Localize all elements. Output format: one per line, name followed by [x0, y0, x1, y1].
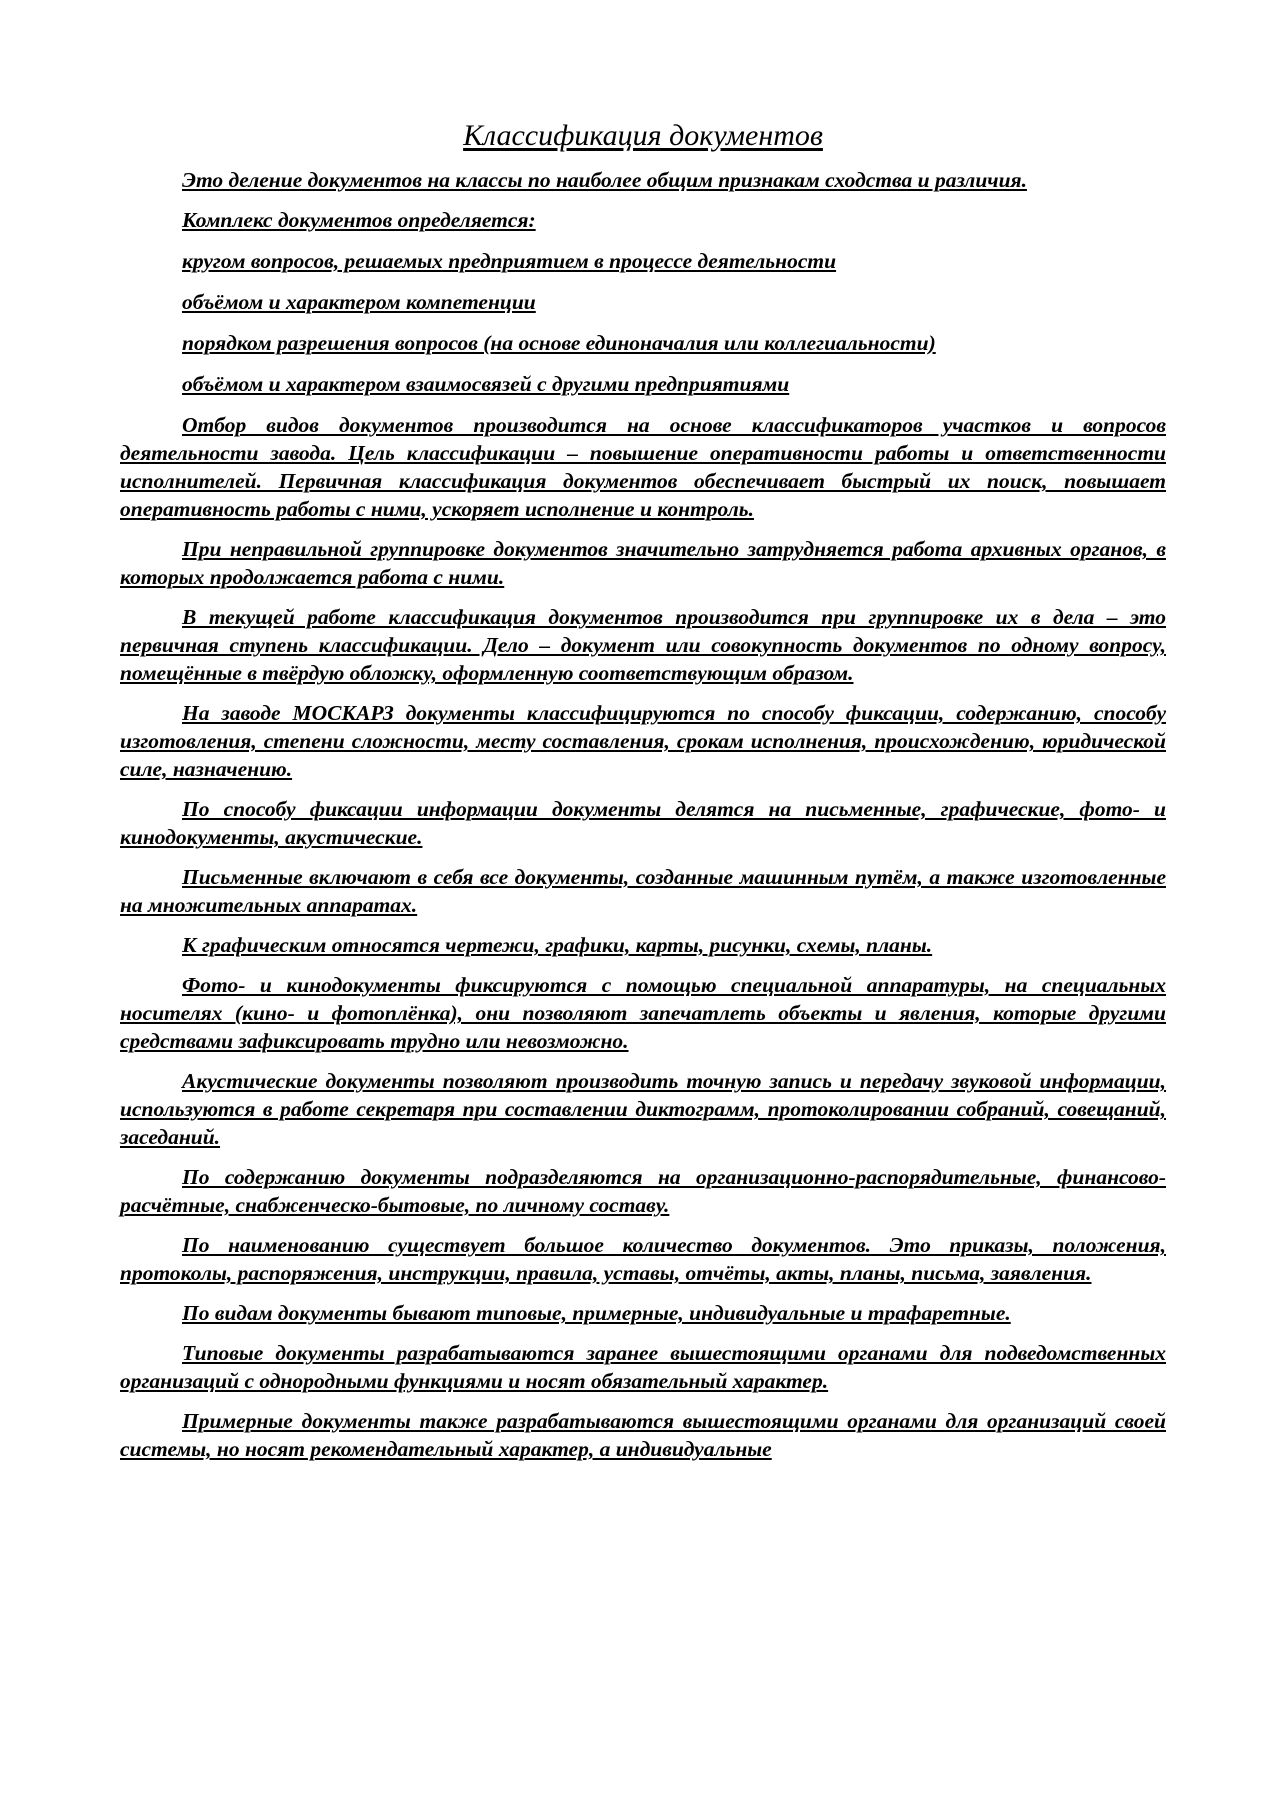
paragraph-naming: По наименованию существует большое количество документов. Это приказы, положения, протоколы, распоряжения, инструкции, правила, уставы, отчёты, акты, планы, письма, заявления.	[120, 1233, 1166, 1285]
paragraph-content: По содержанию документы подразделяются на организационно-распорядительные, финансово-расчётные, снабженческо-бытовые, по личному составу.	[120, 1165, 1166, 1217]
paragraph-photo-film: Фото- и кинодокументы фиксируются с помощью специальной аппаратуры, на специальных носителях (кино- и фотоплёнка), они позволяют запечатлеть объекты и явления, которые другими средствами зафиксировать трудно или невозможно.	[120, 973, 1166, 1053]
paragraph-fixation: По способу фиксации информации документы делятся на письменные, графические, фото- и кинодокументы, акустические.	[120, 797, 1166, 849]
list-item-resolution-order: порядком разрешения вопросов (на основе единоначалия или коллегиальности)	[182, 331, 936, 355]
list-item-questions: кругом вопросов, решаемых предприятием в процессе деятельности	[182, 249, 837, 273]
paragraph-moskarz: На заводе МОСКАРЗ документы классифицируются по способу фиксации, содержанию, способу изготовления, степени сложности, месту составления, срокам исполнения, происхождению, юридической силе, назначению.	[120, 701, 1166, 781]
paragraph-types: По видам документы бывают типовые, примерные, индивидуальные и трафаретные.	[182, 1301, 1011, 1325]
paragraph-definition: Это деление документов на классы по наиболее общим признакам сходства и различия.	[182, 168, 1027, 192]
list-item-relationships: объёмом и характером взаимосвязей с другими предприятиями	[182, 372, 790, 396]
document-page	[120, 118, 1166, 1475]
paragraph-sample: Примерные документы также разрабатываются вышестоящими органами для организаций своей системы, но носят рекомендательный характер, а индивидуальные	[120, 1409, 1166, 1461]
paragraph-acoustic: Акустические документы позволяют производить точную запись и передачу звуковой информации, используются в работе секретаря при составлении диктограмм, протоколировании собраний, совещаний, заседаний.	[120, 1069, 1166, 1149]
paragraph-standard: Типовые документы разрабатываются заранее вышестоящими органами для подведомственных организаций с однородными функциями и носят обязательный характер.	[120, 1341, 1166, 1393]
paragraph-selection: Отбор видов документов производится на основе классификаторов участков и вопросов деятельности завода. Цель классификации – повышение оперативности работы и ответственности исполнителей. Первичная классификация документов обеспечивает быстрый их поиск, повышает оперативность работы с ними, ускоряет исполнение и контроль.	[120, 413, 1166, 521]
list-item-competence: объёмом и характером компетенции	[182, 290, 536, 314]
paragraph-complex-intro: Комплекс документов определяется:	[182, 208, 536, 232]
paragraph-graphic: К графическим относятся чертежи, графики, карты, рисунки, схемы, планы.	[182, 933, 933, 957]
paragraph-wrong-grouping: При неправильной группировке документов значительно затрудняется работа архивных органов, в которых продолжается работа с ними.	[120, 537, 1166, 589]
paragraph-written: Письменные включают в себя все документы, созданные машинным путём, а также изготовленные на множительных аппаратах.	[120, 865, 1166, 917]
document-title: Классификация документов	[463, 119, 823, 152]
paragraph-current-work: В текущей работе классификация документов производится при группировке их в дела – это первичная ступень классификации. Дело – документ или совокупность документов по одному вопросу, помещённые в твёрдую обложку, оформленную соответствующим образом.	[120, 605, 1166, 685]
